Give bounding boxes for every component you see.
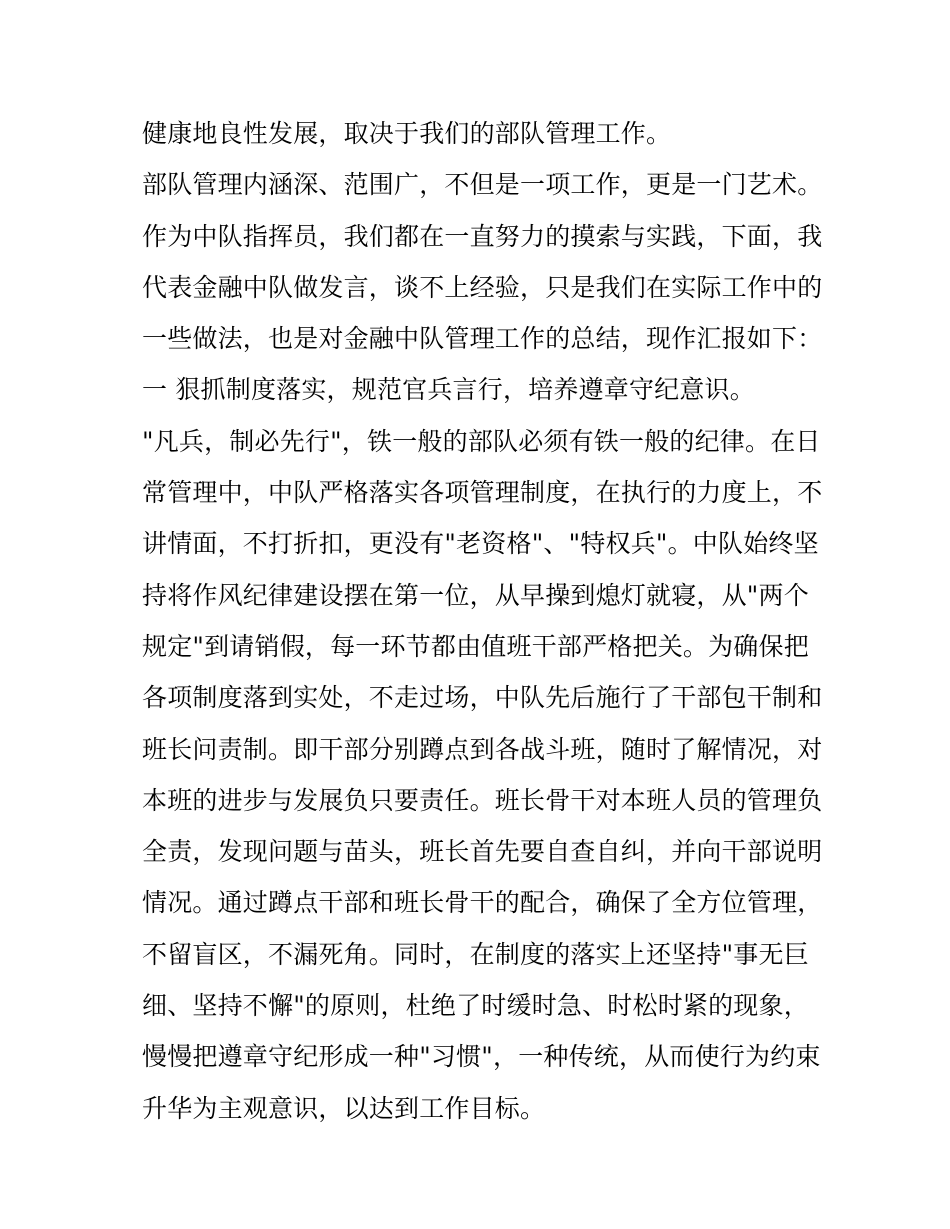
text-line: 持将作风纪律建设摆在第一位，从早操到熄灯就寝，从"两个	[142, 580, 809, 610]
text-line: 细、坚持不懈"的原则，杜绝了时缓时急、时松时紧的现象，	[142, 991, 809, 1021]
text-line: "凡兵，制必先行"，铁一般的部队必须有铁一般的纪律。在日	[142, 426, 821, 456]
text-line: 本班的进步与发展负只要责任。班长骨干对本班人员的管理负	[142, 785, 823, 815]
text-line: 代表金融中队做发言，谈不上经验，只是我们在实际工作中的	[142, 272, 823, 302]
text-line: 讲情面，不打折扣，更没有"老资格"、"特权兵"。中队始终坚	[142, 529, 819, 559]
text-line: 规定"到请销假，每一环节都由值班干部严格把关。为确保把	[142, 631, 809, 661]
text-line: 班长问责制。即干部分别蹲点到各战斗班，随时了解情况，对	[142, 734, 823, 764]
text-line: 一些做法，也是对金融中队管理工作的总结，现作汇报如下：	[142, 324, 823, 354]
text-line: 常管理中，中队严格落实各项管理制度，在执行的力度上，不	[142, 478, 823, 508]
text-line: 慢慢把遵章守纪形成一种"习惯"，一种传统，从而使行为约束	[142, 1042, 821, 1072]
text-line: 全责，发现问题与苗头，班长首先要自查自纠，并向干部说明	[142, 837, 823, 867]
section-heading: 一 狠抓制度落实，规范官兵言行，培养遵章守纪意识。	[142, 375, 755, 405]
text-line: 作为中队指挥员，我们都在一直努力的摸索与实践，下面，我	[142, 221, 823, 251]
text-line: 健康地良性发展，取决于我们的部队管理工作。	[142, 119, 672, 148]
text-line: 各项制度落到实处，不走过场，中队先后施行了干部包干制和	[142, 683, 823, 713]
body-text	[142, 108, 822, 1134]
text-line: 升华为主观意识，以达到工作目标。	[142, 1093, 546, 1123]
text-line: 部队管理内涵深、范围广，不但是一项工作，更是一门艺术。	[142, 170, 823, 200]
text-line: 情况。通过蹲点干部和班长骨干的配合，确保了全方位管理，	[142, 888, 823, 918]
text-line: 不留盲区，不漏死角。同时，在制度的落实上还坚持"事无巨	[142, 939, 809, 969]
